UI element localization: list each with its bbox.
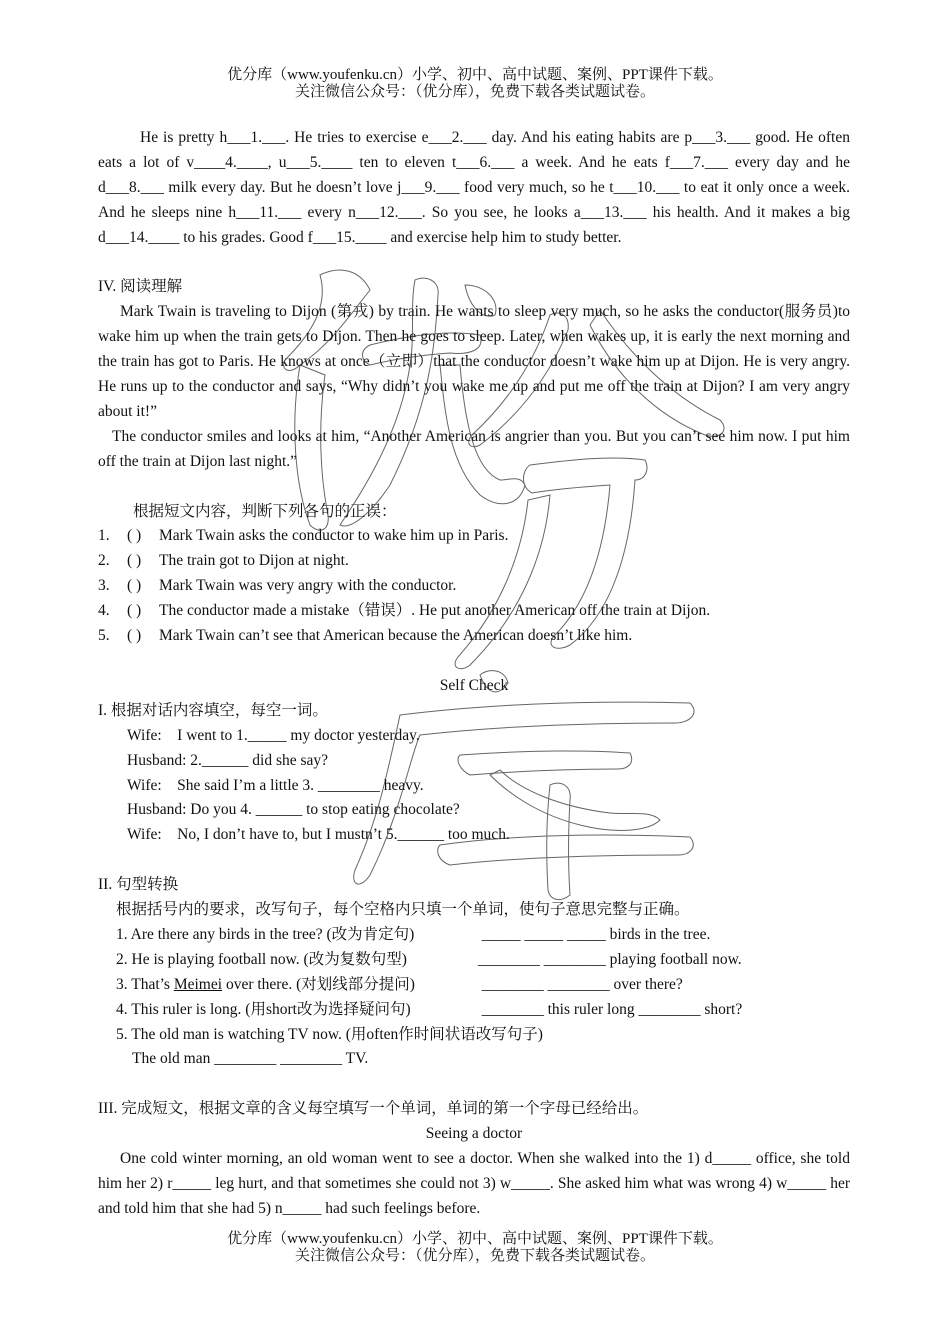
dialogue-line: Wife: No, I don’t have to, but I mustn’t 5.______ too much. [127, 826, 510, 844]
list-item-answer: The old man ________ ________ TV. [132, 1050, 369, 1068]
reading-true-false-list [98, 524, 850, 649]
reading-paragraph-2: The conductor smiles and looks at him, “Another American is angrier than you. But you can’t see him now. I put him off the train at Dijon last night.” [98, 427, 850, 470]
list-item: 2. He is playing football now. (改为复数句型) ________ ________ playing football now. [116, 950, 742, 968]
section-3-title: III. 完成短文，根据文章的含义每空填写一个单词，单词的第一个字母已经给出。 [98, 1100, 649, 1118]
dialogue-line: Wife: I went to 1._____ my doctor yesterday. [127, 726, 420, 744]
passage-heading: Seeing a doctor [425, 1125, 523, 1143]
sentence-transform-list [98, 923, 850, 1072]
reading-instruction: 根据短文内容，判断下列各句的正误： [133, 502, 397, 520]
answer-bracket: ( ) [127, 527, 142, 545]
list-item: 1. Are there any birds in the tree? (改为肯定句) _____ _____ _____ birds in the tree. [116, 925, 711, 943]
list-item: 1. ( ) Mark Twain asks the conductor to wake him up in Paris. [98, 524, 850, 549]
list-item: 3. ( ) Mark Twain was very angry with the conductor. [98, 574, 850, 599]
underlined-word: Meimei [173, 975, 223, 993]
reading-paragraph-1: Mark Twain is traveling to Dijon (第戎) by train. He wants to sleep very much, so he asks the conductor(服务员)to wake him up when the train gets to Dijon. Then he goes to sleep. Later, when wakes up, it is early the next morning and the train has got to Paris. He knows at once（立即）that the conductor doesn’t wake him up at Dijon. He is very angry. He runs up to the conductor and says, “Why didn’t you wake me up and put me off the train at Dijon? I am very angry about it!” [98, 303, 850, 420]
list-item: 4. This ruler is long. (用short改为选择疑问句) ________ this ruler long ________ short? [116, 1000, 743, 1018]
list-item: 4. ( ) The conductor made a mistake（错误）. He put another American off the train at Dijon. [98, 599, 850, 624]
dialogue-line: Husband: Do you 4. ______ to stop eating chocolate? [127, 801, 460, 819]
header-line-2: 关注微信公众号：（优分库），免费下载各类试题试卷。 [294, 84, 655, 100]
dialogue-line: Wife: She said I’m a little 3. ________ heavy. [127, 776, 424, 794]
answer-bracket: ( ) [127, 602, 142, 620]
dialogue [98, 724, 850, 849]
passage-text: One cold winter morning, an old woman went to see a doctor. When she walked into the 1) d_____ office, she told him her 2) r_____ leg hurt, and that sometimes she could not 3) w_____. She asked him what was wrong 4) w_____ her and told him that she had 5) n_____ had such feelings before. [98, 1150, 850, 1217]
dialogue-line: Husband: 2.______ did she say? [127, 751, 329, 769]
cloze-passage: He is pretty h___1.___. He tries to exercise e___2.___ day. And his eating habits are p___3.___ good. He often eats a lot of v____4.____, u___5.____ ten to eleven t___6.___ a week. And he eats f___7.___ every day and he d___8.___ milk every day. But he doesn’t love j___9.___ food very much, so he t___10.___ to eat it only once a week. And he sleeps nine h___11.___ every n___12.___. So you see, he looks a___13.___ his health. And it makes a big d___14.____ to his grades. Good f___15.____ and exercise help him to study better. [98, 129, 850, 246]
footer-line-1: 优分库（www.youfenku.cn）小学、初中、高中试题、案例、PPT课件下载。 [227, 1231, 723, 1247]
list-item: 3. That’s Meimei over there. (对划线部分提问) ________ ________ over there? [116, 975, 683, 993]
self-check-title: Self Check [439, 676, 509, 694]
list-item: 5. The old man is watching TV now. (用often作时间状语改写句子) [116, 1025, 543, 1043]
section-1-title: I. 根据对话内容填空，每空一词。 [98, 701, 328, 719]
answer-bracket: ( ) [127, 577, 142, 595]
section-2-title: II. 句型转换 [98, 876, 179, 894]
reading-section-title: IV. 阅读理解 [98, 278, 183, 296]
page-footer [0, 1231, 950, 1265]
header-line-1: 优分库（www.youfenku.cn）小学、初中、高中试题、案例、PPT课件下载。 [227, 67, 723, 83]
footer-line-2: 关注微信公众号：（优分库），免费下载各类试题试卷。 [294, 1248, 655, 1264]
answer-bracket: ( ) [127, 552, 142, 570]
section-2-instruction: 根据括号内的要求，改写句子，每个空格内只填一个单词，使句子意思完整与正确。 [116, 901, 690, 919]
list-item: 2. ( ) The train got to Dijon at night. [98, 549, 850, 574]
list-item: 5. ( ) Mark Twain can’t see that American because the American doesn’t like him. [98, 624, 850, 649]
page-header [0, 67, 950, 101]
main-content [98, 126, 850, 1222]
answer-bracket: ( ) [127, 627, 142, 645]
